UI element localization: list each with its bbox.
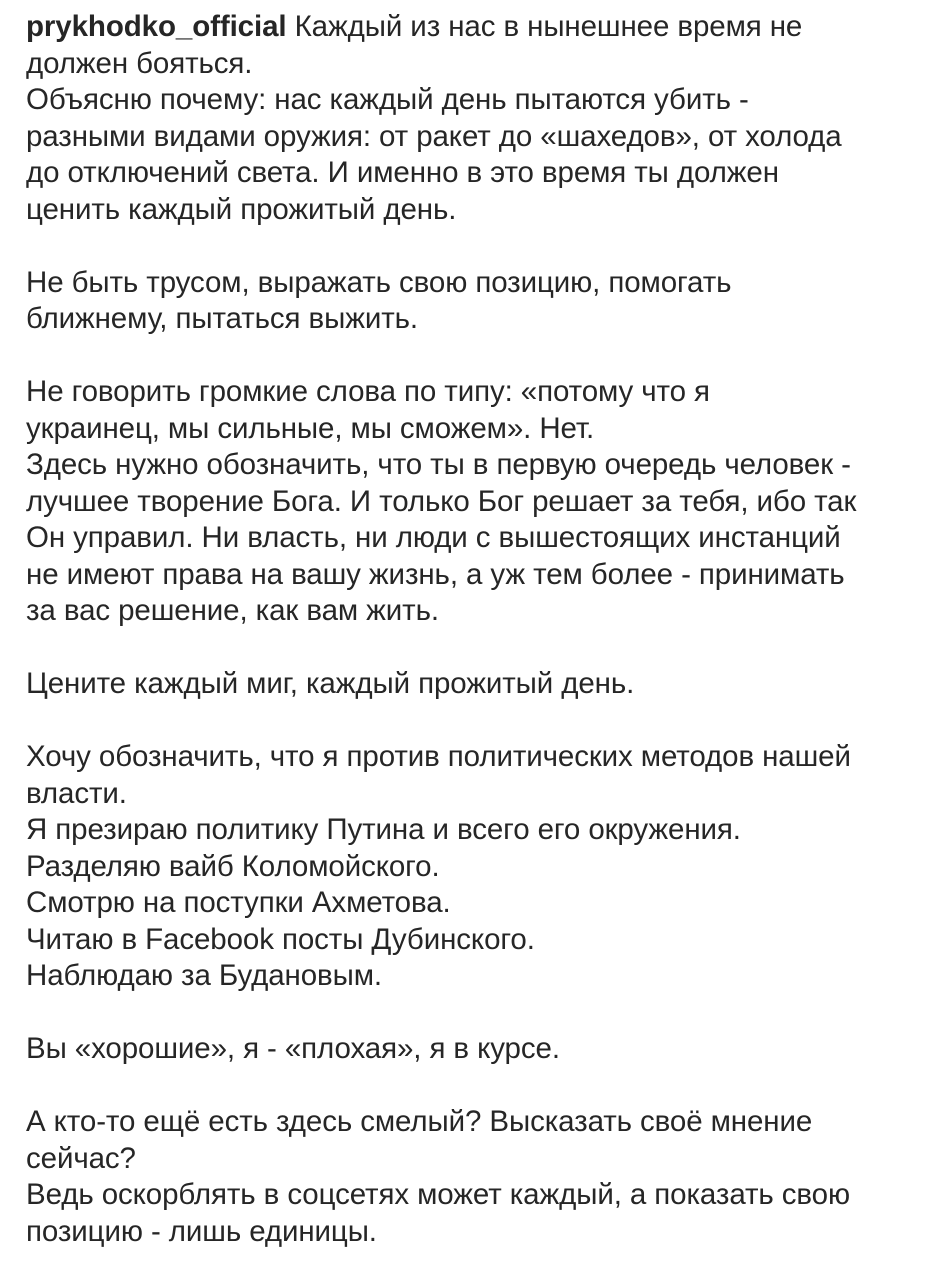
caption-paragraph: Здесь нужно обозначить, что ты в первую очередь человек - лучшее творение Бога. И только Бог решает за тебя, ибо так Он управил. Ни власть, ни люди с вышестоящих инстанций не имеют права на вашу жизнь, а уж тем более - принимать за вас решение, как вам жить.	[26, 448, 857, 627]
caption-paragraph: Вы «хорошие», я - «плохая», я в курсе.	[26, 1032, 560, 1065]
caption-paragraph: Читаю в Facebook посты Дубинского.	[26, 922, 535, 956]
caption-paragraph: Цените каждый миг, каждый прожитый день.	[26, 667, 635, 700]
username-link[interactable]: prykhodko_official	[26, 10, 287, 43]
paragraph-spacer	[26, 630, 926, 667]
caption-text: Каждый из нас в нынешнее время не должен бояться.	[26, 10, 803, 80]
caption-paragraph: Не быть трусом, выражать свою позицию, помогать ближнему, пытаться выжить.	[26, 265, 732, 335]
paragraph-spacer	[26, 338, 926, 375]
caption-paragraph: Разделяю вайб Коломойского.	[26, 849, 440, 883]
caption-paragraph: Не говорить громкие слова по типу: «потому что я украинец, мы сильные, мы сможем». Нет.	[26, 375, 710, 445]
caption-paragraph: Я презираю политику Путина и всего его окружения.	[26, 813, 741, 846]
caption-paragraph: Хочу обозначить, что я против политических методов нашей власти.	[26, 740, 851, 810]
paragraph-spacer	[26, 703, 926, 740]
caption-paragraph: А кто-то ещё есть здесь смелый? Высказать своё мнение сейчас?	[26, 1105, 813, 1175]
caption-paragraph: Объясню почему: нас каждый день пытаются убить - разными видами оружия: от ракет до «шахедов», от холода до отключений света. И именно в это время ты должен ценить каждый прожитый день.	[26, 83, 842, 226]
caption-paragraph: Наблюдаю за Будановым.	[26, 959, 382, 992]
post-caption	[26, 9, 926, 1250]
paragraph-spacer	[26, 228, 926, 265]
caption-paragraph: Смотрю на поступки Ахметова.	[26, 886, 451, 919]
caption-paragraph	[26, 9, 926, 82]
paragraph-spacer	[26, 995, 926, 1032]
caption-paragraph: Ведь оскорблять в соцсетях может каждый, а показать свою позицию - лишь единицы.	[26, 1178, 850, 1248]
paragraph-spacer	[26, 1068, 926, 1105]
